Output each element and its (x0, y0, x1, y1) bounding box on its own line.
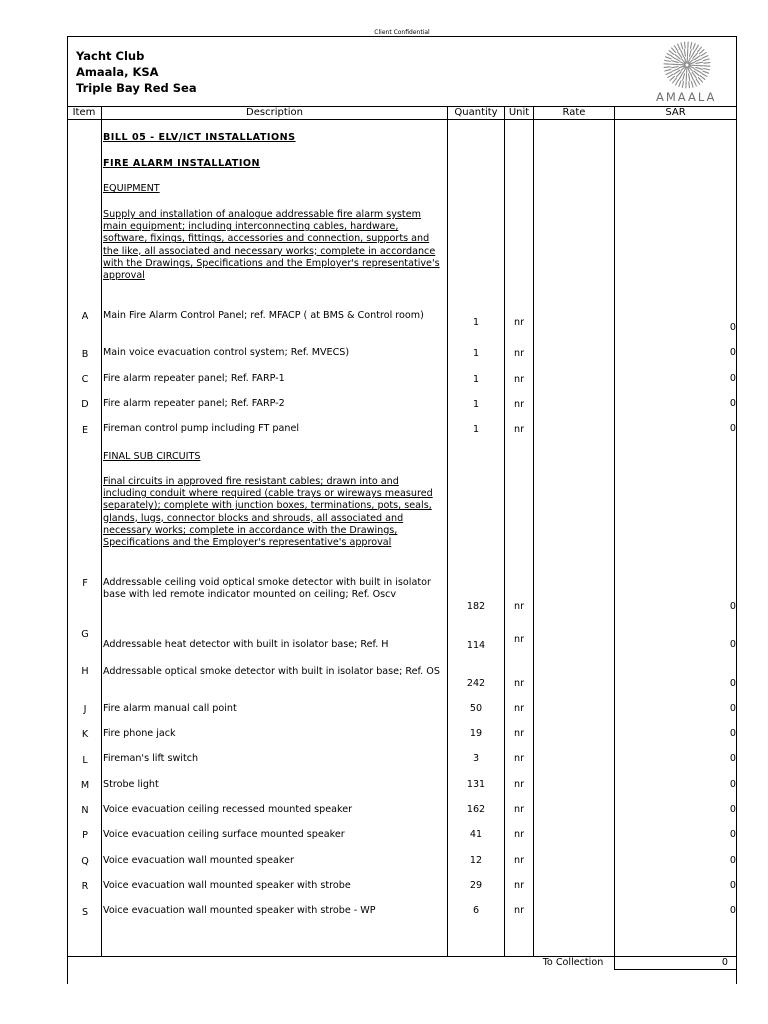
document-header (76, 48, 197, 96)
col-header-unit: Unit (508, 107, 530, 118)
row-amount: 0 (729, 703, 736, 714)
logo-ray (694, 81, 696, 86)
row-description: Fire alarm repeater panel; Ref. FARP-1 (103, 373, 285, 384)
equipment-description: Supply and installation of analogue addressable fire alarm system main equipment; including interconnecting cables, hardware, software, fixings, fittings, accessories and connection, supports and the like, all associated and necessary works; complete in accordance with the Drawings, Specifications and the Employer's representative's approval (103, 209, 440, 282)
logo-ray (703, 56, 708, 58)
row-amount: 0 (729, 373, 736, 384)
row-description: Main voice evacuation control system; Ref. MVECS) (103, 347, 350, 358)
fire-alarm-heading: FIRE ALARM INSTALLATION (103, 158, 261, 169)
logo-ray (672, 68, 678, 71)
logo-ray (701, 52, 706, 55)
logo-ray (691, 81, 693, 87)
logo-ray (704, 68, 710, 69)
row-amount: 0 (729, 753, 736, 764)
logo-ray (700, 50, 704, 54)
row-unit: nr (513, 753, 525, 764)
row-quantity: 12 (469, 855, 483, 866)
equipment-heading: EQUIPMENT (103, 183, 160, 194)
row-item-code: K (81, 729, 89, 740)
col-header-rate: Rate (562, 107, 586, 118)
row-item-code: F (82, 578, 88, 589)
logo-ray (683, 74, 685, 81)
logo-ray (696, 67, 703, 69)
amaala-logo-icon (662, 40, 712, 90)
row-unit: nr (513, 829, 525, 840)
logo-ray (696, 62, 703, 63)
row-description: Fireman's lift switch (103, 753, 199, 764)
logo-ray (703, 59, 709, 61)
row-description: Voice evacuation wall mounted speaker (103, 855, 294, 866)
logo-ray (702, 73, 707, 76)
row-amount: 0 (729, 728, 736, 739)
row-quantity: 131 (466, 779, 486, 790)
row-description: Strobe light (103, 779, 159, 790)
logo-ray (681, 50, 684, 56)
row-item-code: C (81, 374, 89, 385)
bill-heading: BILL 05 - ELV/ICT INSTALLATIONS (103, 132, 296, 143)
row-quantity: 242 (466, 678, 486, 689)
row-description: Addressable heat detector with built in isolator base; Ref. H (103, 639, 389, 650)
row-amount: 0 (729, 880, 736, 891)
header-line-2: Amaala, KSA (76, 65, 159, 79)
frame-top-line (67, 36, 737, 37)
col-header-quantity: Quantity (454, 107, 498, 118)
row-amount: 0 (729, 347, 736, 358)
header-line-1: Yacht Club (76, 49, 145, 63)
logo-ray (665, 69, 671, 71)
row-item-code: H (81, 666, 89, 677)
row-description: Voice evacuation ceiling surface mounted speaker (103, 829, 345, 840)
logo-ray (670, 76, 674, 80)
logo-ray (672, 61, 679, 63)
to-collection-label: To Collection (542, 957, 604, 968)
row-item-code: P (82, 830, 88, 841)
row-description: Addressable ceiling void optical smoke detector with built in isolator base with led remote indicator mounted on ceiling; Ref. Oscv (103, 577, 431, 601)
row-quantity: 1 (472, 424, 480, 435)
row-unit: nr (513, 678, 525, 689)
logo-ray (669, 51, 674, 55)
row-item-code: G (81, 629, 89, 640)
logo-ray (671, 67, 678, 68)
logo-ray (678, 44, 680, 49)
row-description: Main Fire Alarm Control Panel; ref. MFACP ( at BMS & Control room) (103, 310, 424, 321)
row-item-code: R (81, 881, 89, 892)
logo-ray (672, 48, 676, 52)
logo-ray (685, 42, 686, 48)
logo-ray (693, 44, 695, 50)
confidential-caption: Client Confidential (374, 29, 430, 36)
row-amount: 0 (729, 829, 736, 840)
logo-ray (679, 81, 681, 87)
row-amount: 0 (729, 398, 736, 409)
row-description: Voice evacuation ceiling recessed mounted speaker (103, 804, 353, 815)
final-sub-description: Final circuits in approved fire resistant cables; drawn into and including conduit where required (cable trays or wireways measured separately); complete with junction boxes, terminations, pots, seals, glands, lugs, connector blocks and shrouds, all associated and necessary works; complete in accordance with the Drawings, Specifications and the Employer's representative's approval (103, 476, 433, 549)
logo-ray (696, 79, 699, 84)
row-item-code: J (83, 704, 87, 715)
row-quantity: 3 (472, 753, 480, 764)
col-header-sar: SAR (665, 107, 686, 118)
column-header-bottom-line (67, 119, 737, 120)
row-amount: 0 (729, 601, 736, 612)
row-quantity: 1 (472, 399, 480, 410)
row-amount: 0 (729, 678, 736, 689)
row-description: Fire phone jack (103, 728, 176, 739)
logo-ray (689, 50, 691, 57)
logo-ray (674, 46, 677, 51)
row-amount: 0 (729, 779, 736, 790)
row-unit: nr (513, 424, 525, 435)
row-unit: nr (513, 601, 525, 612)
row-item-code: M (80, 780, 90, 791)
logo-ray (704, 63, 710, 64)
logo-ray (673, 78, 677, 83)
collection-bottom-line (614, 969, 736, 970)
logo-ray (690, 73, 693, 79)
row-unit: nr (513, 855, 525, 866)
logo-ray (698, 78, 702, 82)
row-unit: nr (513, 634, 525, 645)
row-quantity: 1 (472, 374, 480, 385)
row-item-code: A (81, 311, 89, 322)
row-quantity: 19 (469, 728, 483, 739)
col-sep-rate (614, 106, 615, 970)
row-item-code: N (81, 805, 89, 816)
row-description: Fire alarm manual call point (103, 703, 237, 714)
row-unit: nr (513, 804, 525, 815)
row-unit: nr (513, 317, 525, 328)
row-quantity: 1 (472, 348, 480, 359)
row-item-code: L (82, 755, 88, 766)
final-sub-heading: FINAL SUB CIRCUITS (103, 451, 201, 462)
logo-ray (667, 54, 672, 57)
logo-ray (689, 82, 690, 88)
row-description: Voice evacuation wall mounted speaker with strobe - WP (103, 905, 376, 916)
row-item-code: E (81, 425, 89, 436)
row-amount: 0 (729, 855, 736, 866)
row-unit: nr (513, 399, 525, 410)
col-sep-item (101, 106, 102, 956)
row-item-code: Q (81, 856, 89, 867)
row-unit: nr (513, 374, 525, 385)
row-amount: 0 (729, 423, 736, 434)
row-unit: nr (513, 348, 525, 359)
row-amount: 0 (729, 804, 736, 815)
logo-ray (695, 59, 701, 62)
row-quantity: 162 (466, 804, 486, 815)
row-item-code: B (81, 349, 89, 360)
col-header-item: Item (72, 107, 96, 118)
header-line-3: Triple Bay Red Sea (76, 81, 197, 95)
logo-ray (682, 82, 683, 88)
row-quantity: 114 (466, 640, 486, 651)
logo-ray (676, 80, 679, 85)
row-unit: nr (513, 728, 525, 739)
logo-ray (700, 76, 705, 80)
row-unit: nr (513, 779, 525, 790)
row-unit: nr (513, 880, 525, 891)
logo-ray (703, 71, 709, 73)
row-description: Addressable optical smoke detector with built in isolator base; Ref. OS (103, 666, 440, 677)
logo-ray (698, 47, 702, 52)
logo-ray (666, 57, 672, 59)
row-item-code: S (81, 907, 89, 918)
row-description: Fireman control pump including FT panel (103, 423, 300, 434)
row-amount: 0 (729, 639, 736, 650)
logo-wordmark: AMAALA (656, 90, 717, 104)
col-sep-unit (533, 106, 534, 956)
logo-ray (690, 42, 691, 48)
col-header-description: Description (246, 107, 303, 118)
row-description: Fire alarm repeater panel; Ref. FARP-2 (103, 398, 285, 409)
row-quantity: 1 (472, 317, 480, 328)
row-amount: 0 (729, 322, 736, 333)
row-item-code: D (81, 399, 89, 410)
row-quantity: 41 (469, 829, 483, 840)
row-quantity: 182 (466, 601, 486, 612)
frame-right-line (736, 36, 737, 984)
logo-ray (695, 45, 698, 50)
logo-ray (681, 43, 683, 49)
row-unit: nr (513, 905, 525, 916)
logo-ray (684, 49, 685, 56)
row-unit: nr (513, 703, 525, 714)
logo-ray (689, 74, 690, 81)
logo-ray (664, 67, 670, 68)
to-collection-value: 0 (721, 957, 728, 968)
row-description: Voice evacuation wall mounted speaker with strobe (103, 880, 351, 891)
logo-ray (664, 60, 670, 61)
logo-ray (668, 74, 673, 77)
frame-left-line (67, 36, 68, 984)
row-quantity: 50 (469, 703, 483, 714)
row-quantity: 6 (472, 905, 480, 916)
row-quantity: 29 (469, 880, 483, 891)
row-amount: 0 (729, 905, 736, 916)
logo-ray (666, 72, 671, 74)
